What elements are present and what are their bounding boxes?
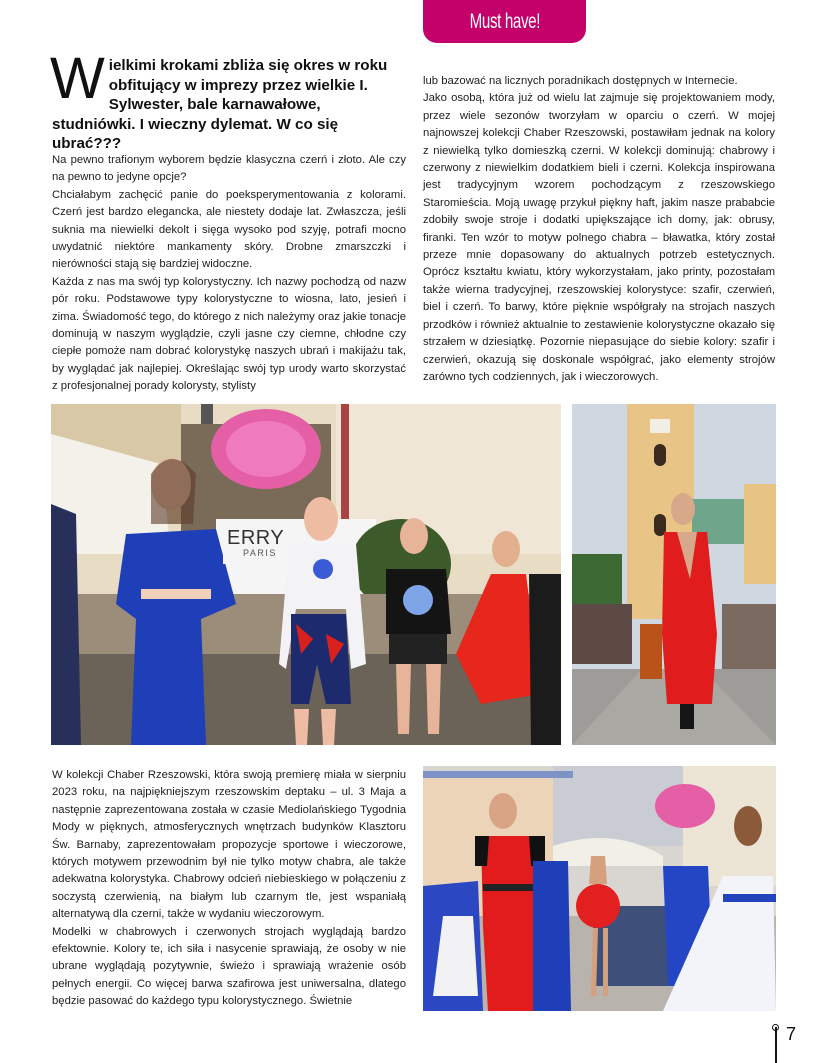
article-column-3 (52, 767, 406, 1011)
paragraph: Każda z nas ma swój typ kolorystyczny. Ich nazwy pochodzą od nazw pór roku. Podstawowe typy kolorystyczne to wiosna, lato, jesień i zima. Świadomość tego, do którego z nich należymy oraz jakie tonacje dominują w naszym wyglądzie, czyli jasne czy ciemne, chłodne czy ciepłe pomoże nam dobrać kolorystykę naszych ubrań i makijażu tak, by wyglądać jak najlepiej. Określając swój typ urody warto skorzystać z profesjonalnej porady kolorysty, stylisty (52, 275, 406, 393)
store-sign: ERRY (227, 526, 285, 549)
photo-runway-group (51, 404, 561, 745)
article-column-2 (423, 73, 775, 386)
paragraph: Chciałabym zachęcić panie do poeksperymentowania z kolorami. Czerń jest bardzo elegancka, ale niestety dodaje lat. Zwłaszcza, jeśli suknia ma niewielki dekolt i sięga wysoko pod szyję, potrafi mocno uwydatnić niektóre mankamenty skóry. Drobne zmarszczki i nierówności stają się bardziej widoczne. (52, 188, 406, 271)
article-column-1 (52, 152, 406, 396)
lead-text: ielkimi krokami zbliża się okres w roku obfitujący w imprezy przez wielkie I. Sylwester, bale karnawałowe, studniówki. I wieczny dylemat. W co się ubrać??? (52, 57, 388, 152)
paragraph: Na pewno trafionym wyborem będzie klasyczna czerń i złoto. Ale czy na pewno to jedyne opcje? (52, 154, 406, 184)
paragraph: Modelki w chabrowych i czerwonych strojach wyglądają bardzo efektownie. Kolory te, ich siła i nasycenie sprawiają, że osoby w nie ubrane wyglądają pozytywnie, świeżo i sprawiają wrażenie osób pełnych energii. Co więcej barwa szafirowa jest uniwersalna, dlatego będzie pasować do każdego typu kolorystycznego. Świetnie (52, 925, 406, 1008)
store-sign-sub: PARIS (243, 547, 277, 558)
section-tab (423, 0, 586, 43)
paragraph: W kolekcji Chaber Rzeszowski, która swoją premierę miała w sierpniu 2023 roku, na najpiękniejszym rzeszowskim deptaku – ul. 3 Maja a następnie zaprezentowana została w czasie Mediolańskiego Tygodnia Mody w pięknych, atmosferycznych wnętrzach budynków Klasztoru Św. Barnaby, zaprezentowałam propozycje sportowe i wieczorowe, których motywem przewodnim był nie tylko motyw chabra, ale także adekwatna kolorystyka. Chabrowy odcień niebieskiego w połączeniu z soczystą czerwienią, na białym lub czarnym tle, jest wspaniałą alternatywą dla czerni, także w wydaniu wieczorowym. (52, 769, 406, 921)
folio-rule (775, 1027, 777, 1063)
photo-evening-gowns (423, 766, 776, 1011)
section-tab-label: Must have! (469, 9, 540, 33)
store-sign-board (223, 522, 285, 564)
paragraph: lub bazować na licznych poradnikach dostępnych w Internecie. (423, 75, 738, 87)
photo-red-dress-tower (572, 404, 776, 745)
lead-paragraph (50, 46, 406, 154)
page-number: 7 (786, 1024, 797, 1044)
drop-cap: W (50, 46, 105, 111)
paragraph: Jako osobą, która już od wielu lat zajmuje się projektowaniem mody, przez wiele sezonów tworzyłam w oparciu o czerń. W mojej najnowszej kolekcji Chaber Rzeszowski, postawiłam jednak na kolory z niewielką tylko domieszką czerni. W kolekcji dominują: chabrowy i czerwony z niewielkim dodatkiem bieli i czerni. Kolekcja inspirowana jest tradycyjnym wzorem pochodzącym z rzeszowskiego Staromieścia. Moją uwagę przykuł piękny haft, jakim nasze prababcie zdobiły swoje stroje i dodatki upiększające ich domy, jak: obrusy, firanki. Ten wzór to motyw polnego chabra – bławatka, który został przeze mnie dopasowany do aktualnych potrzeb estetycznych. Oprócz kształtu kwiatu, który wykorzystałam, jako printy, pozostałam także wierna tradycyjnej, rzeszowskiej kolorystyce: szafir, czerwień, biel i czerń. To barwy, które pięknie współgrały na strojach naszych przodków i również aktualnie to zestawienie kolorystyczne okazało się strzałem w dziesiątkę. Pozornie niepasujące do siebie kolory: szafir i czerwień, okazują się doskonale współgrać, jako elementy strojów zarówno tych codziennych, jak i wieczorowych. (423, 92, 775, 383)
